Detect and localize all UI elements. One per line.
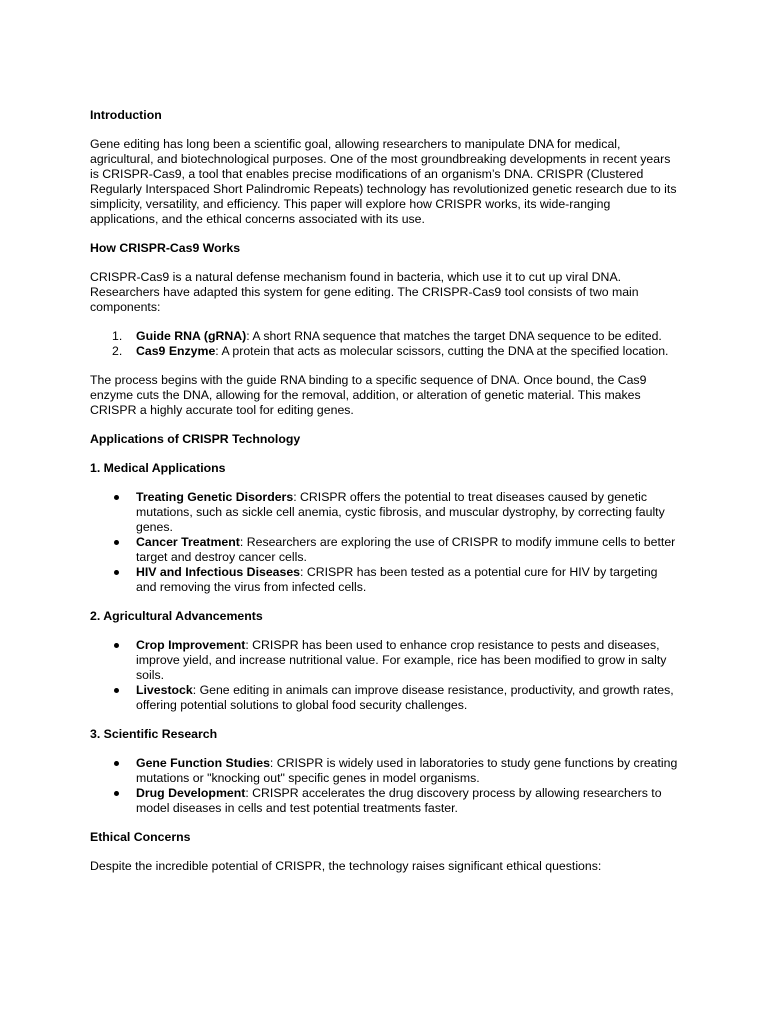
bullet-icon [114, 688, 119, 693]
item-term: Cancer Treatment [136, 535, 240, 549]
component-term: Cas9 Enzyme [136, 344, 216, 358]
component-text: : A short RNA sequence that matches the target DNA sequence to be edited. [246, 329, 662, 343]
item-term: HIV and Infectious Diseases [136, 565, 301, 579]
item-term: Drug Development [136, 786, 246, 800]
ethics-paragraph: Despite the incredible potential of CRISPR, the technology raises significant ethical questions: [90, 859, 602, 873]
bullet-icon [114, 540, 119, 545]
subsection-heading-research: 3. Scientific Research [90, 727, 218, 741]
item-term: Livestock [136, 683, 193, 697]
item-text: : CRISPR is widely used in laboratories to study gene functions by creating mutations or "knocking out" specific genes in model organisms. [136, 756, 678, 785]
bullet-icon [114, 791, 119, 796]
bullet-icon [114, 761, 119, 766]
subsection-heading-medical: 1. Medical Applications [90, 461, 226, 475]
item-term: Crop Improvement [136, 638, 246, 652]
list-item [90, 535, 680, 565]
section-heading-how-crispr-works: How CRISPR-Cas9 Works [90, 241, 241, 255]
item-term: Treating Genetic Disorders [136, 490, 294, 504]
list-item [90, 638, 680, 683]
item-text: : CRISPR offers the potential to treat diseases caused by genetic mutations, such as sickle cell anemia, cystic fibrosis, and muscular dystrophy, by correcting faulty genes. [136, 490, 665, 534]
component-term: Guide RNA (gRNA) [136, 329, 247, 343]
subsection-heading-agricultural: 2. Agricultural Advancements [90, 609, 263, 623]
item-text: : CRISPR has been tested as a potential cure for HIV by targeting and removing the virus from infected cells. [136, 565, 658, 594]
research-list [90, 756, 680, 816]
section-heading-ethical-concerns: Ethical Concerns [90, 830, 191, 844]
components-list [90, 329, 680, 359]
section-heading-introduction: Introduction [90, 108, 162, 122]
list-item [90, 786, 680, 816]
item-term: Gene Function Studies [136, 756, 270, 770]
list-item-component [90, 344, 680, 359]
list-item [90, 756, 680, 786]
bullet-icon [114, 570, 119, 575]
bullet-icon [114, 643, 119, 648]
list-number: 2. [112, 344, 123, 358]
list-number: 1. [112, 329, 123, 343]
list-item-component [90, 329, 680, 344]
bullet-icon [114, 495, 119, 500]
item-text: : Gene editing in animals can improve disease resistance, productivity, and growth rates, offering potential solutions to global food security challenges. [136, 683, 674, 712]
process-paragraph: The process begins with the guide RNA binding to a specific sequence of DNA. Once bound, the Cas9 enzyme cuts the DNA, allowing for the removal, addition, or alteration of genetic material. This makes CRISPR a highly accurate tool for editing genes. [90, 373, 647, 417]
list-item [90, 683, 680, 713]
intro-paragraph: Gene editing has long been a scientific goal, allowing researchers to manipulate DNA for medical, agricultural, and biotechnological purposes. One of the most groundbreaking developments in recent years is CRISPR-Cas9, a tool that enables precise modifications of an organism’s DNA. CRISPR (Clustered Regularly Interspaced Short Palindromic Repeats) technology has revolutionized genetic research due to its simplicity, versatility, and efficiency. This paper will explore how CRISPR works, its wide-ranging applications, and the ethical concerns associated with its use. [90, 137, 677, 226]
item-text: : CRISPR has been used to enhance crop resistance to pests and diseases, improve yield, and increase nutritional value. For example, rice has been modified to grow in salty soils. [136, 638, 667, 682]
list-item [90, 565, 680, 595]
document-content [90, 108, 680, 874]
item-text: : Researchers are exploring the use of CRISPR to modify immune cells to better target and destroy cancer cells. [136, 535, 676, 564]
section-heading-applications: Applications of CRISPR Technology [90, 432, 301, 446]
how-paragraph: CRISPR-Cas9 is a natural defense mechanism found in bacteria, which use it to cut up viral DNA. Researchers have adapted this system for gene editing. The CRISPR-Cas9 tool consists of two main components: [90, 270, 639, 314]
medical-list [90, 490, 680, 595]
item-text: : CRISPR accelerates the drug discovery process by allowing researchers to model diseases in cells and test potential treatments faster. [136, 786, 662, 815]
list-item [90, 490, 680, 535]
agricultural-list [90, 638, 680, 713]
component-text: : A protein that acts as molecular scissors, cutting the DNA at the specified location. [215, 344, 669, 358]
